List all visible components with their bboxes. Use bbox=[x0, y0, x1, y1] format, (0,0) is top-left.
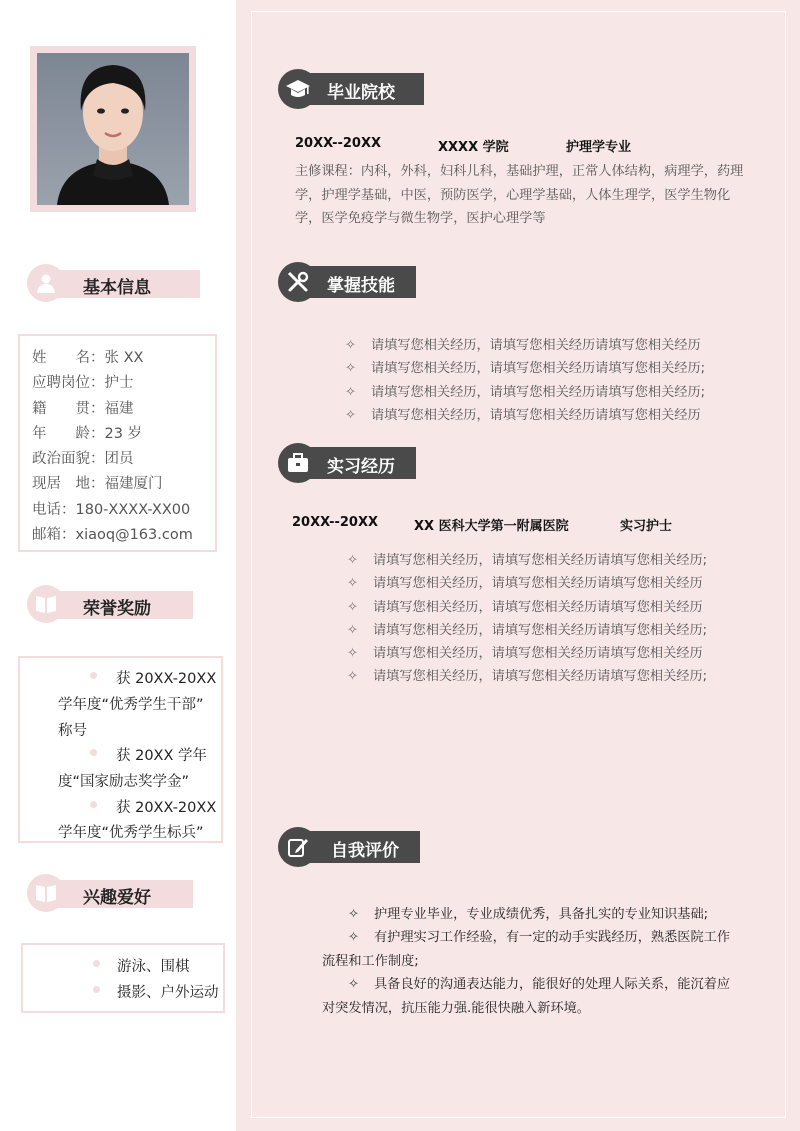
skill-item: ✧ 请填写您相关经历，请填写您相关经历请填写您相关经历 bbox=[345, 408, 701, 423]
education-school: XXXX 学院 bbox=[438, 140, 509, 155]
basic-info-title: 基本信息 bbox=[83, 278, 151, 298]
edit-icon bbox=[278, 827, 318, 867]
education-heading bbox=[278, 69, 428, 109]
hobbies-title: 兴趣爱好 bbox=[83, 888, 151, 908]
self-eval-title: 自我评价 bbox=[331, 841, 399, 861]
hobby-bullet bbox=[93, 960, 100, 967]
honor-line: 度“国家励志奖学金” bbox=[58, 774, 190, 790]
honor-line: 称号 bbox=[58, 723, 87, 739]
skills-heading bbox=[278, 262, 420, 302]
book-icon bbox=[27, 585, 65, 623]
photo-frame bbox=[30, 46, 196, 212]
skill-item: ✧ 请填写您相关经历，请填写您相关经历请填写您相关经历 bbox=[345, 338, 701, 353]
hobby-bullet bbox=[93, 986, 100, 993]
info-residence: 现居 地：福建厦门 bbox=[32, 476, 163, 492]
hobby-item: 游泳、围棋 bbox=[117, 959, 190, 975]
education-period: 20XX--20XX bbox=[295, 136, 382, 151]
honor-line: 学年度“优秀学生干部” bbox=[58, 697, 204, 713]
honor-bullet bbox=[90, 672, 97, 679]
info-position: 应聘岗位：护士 bbox=[32, 375, 134, 391]
honor-line: 获 20XX-20XX bbox=[116, 800, 217, 816]
honors-heading bbox=[27, 587, 197, 625]
honor-line: 获 20XX 学年 bbox=[116, 748, 208, 764]
honors-title: 荣誉奖励 bbox=[83, 599, 151, 619]
honor-line: 学年度“优秀学生标兵” bbox=[58, 825, 204, 841]
graduation-cap-icon bbox=[278, 69, 318, 109]
self-eval-heading bbox=[278, 827, 424, 867]
internship-item: ✧ 请填写您相关经历，请填写您相关经历请填写您相关经历 bbox=[347, 576, 703, 591]
internship-heading bbox=[278, 443, 420, 483]
hobby-item: 摄影、户外运动 bbox=[117, 985, 219, 1001]
user-icon bbox=[27, 264, 65, 302]
info-phone: 电话：180-XXXX-XX00 bbox=[32, 502, 191, 518]
internship-item: ✧ 请填写您相关经历，请填写您相关经历请填写您相关经历; bbox=[347, 669, 708, 684]
honor-bullet bbox=[90, 749, 97, 756]
internship-hospital: XX 医科大学第一附属医院 bbox=[414, 519, 569, 534]
internship-item: ✧ 请填写您相关经历，请填写您相关经历请填写您相关经历 bbox=[347, 600, 703, 615]
education-major: 护理学专业 bbox=[566, 140, 632, 155]
internship-item: ✧ 请填写您相关经历，请填写您相关经历请填写您相关经历 bbox=[347, 646, 703, 661]
internship-item: ✧ 请填写您相关经历，请填写您相关经历请填写您相关经历; bbox=[347, 553, 708, 568]
hobbies-box bbox=[21, 943, 225, 1013]
book-icon bbox=[27, 874, 65, 912]
basic-info-box bbox=[18, 334, 217, 552]
profile-photo bbox=[37, 53, 189, 205]
tools-icon bbox=[278, 262, 318, 302]
education-title: 毕业院校 bbox=[327, 83, 395, 103]
briefcase-icon bbox=[278, 443, 318, 483]
honor-line: 获 20XX-20XX bbox=[116, 671, 217, 687]
internship-title: 实习经历 bbox=[327, 457, 395, 477]
self-eval-item: ✧ 护理专业毕业，专业成绩优秀，具备扎实的专业知识基础; bbox=[348, 907, 709, 922]
self-eval-item: ✧ 具备良好的沟通表达能力，能很好的处理人际关系，能沉着应对突发情况，抗压能力强.能很快融入新环境。 bbox=[322, 977, 731, 1016]
info-email: 邮箱：xiaoq@163.com bbox=[32, 527, 193, 543]
basic-info-heading bbox=[27, 266, 202, 304]
education-courses: 主修课程：内科，外科，妇科儿科，基础护理，正常人体结构，病理学，药理学，护理学基础，中医，预防医学，心理学基础，人体生理学，医学生物化学，医学免疫学与微生物学，医护心理学等 bbox=[295, 164, 744, 226]
internship-item: ✧ 请填写您相关经历，请填写您相关经历请填写您相关经历; bbox=[347, 623, 708, 638]
info-name: 姓 名：张 XX bbox=[32, 350, 144, 366]
skill-item: ✧ 请填写您相关经历，请填写您相关经历请填写您相关经历; bbox=[345, 385, 706, 400]
hobbies-heading bbox=[27, 876, 197, 914]
skills-title: 掌握技能 bbox=[327, 276, 395, 296]
info-age: 年 龄：23 岁 bbox=[32, 426, 143, 442]
info-hometown: 籍 贯：福建 bbox=[32, 401, 134, 417]
skill-item: ✧ 请填写您相关经历，请填写您相关经历请填写您相关经历; bbox=[345, 361, 706, 376]
honor-bullet bbox=[90, 801, 97, 808]
internship-role: 实习护士 bbox=[620, 519, 673, 534]
honors-box bbox=[18, 656, 223, 843]
self-eval-item: ✧ 有护理实习工作经验，有一定的动手实践经历，熟悉医院工作流程和工作制度; bbox=[322, 930, 731, 969]
internship-period: 20XX--20XX bbox=[292, 515, 379, 530]
info-political-status: 政治面貌：团员 bbox=[32, 451, 134, 467]
